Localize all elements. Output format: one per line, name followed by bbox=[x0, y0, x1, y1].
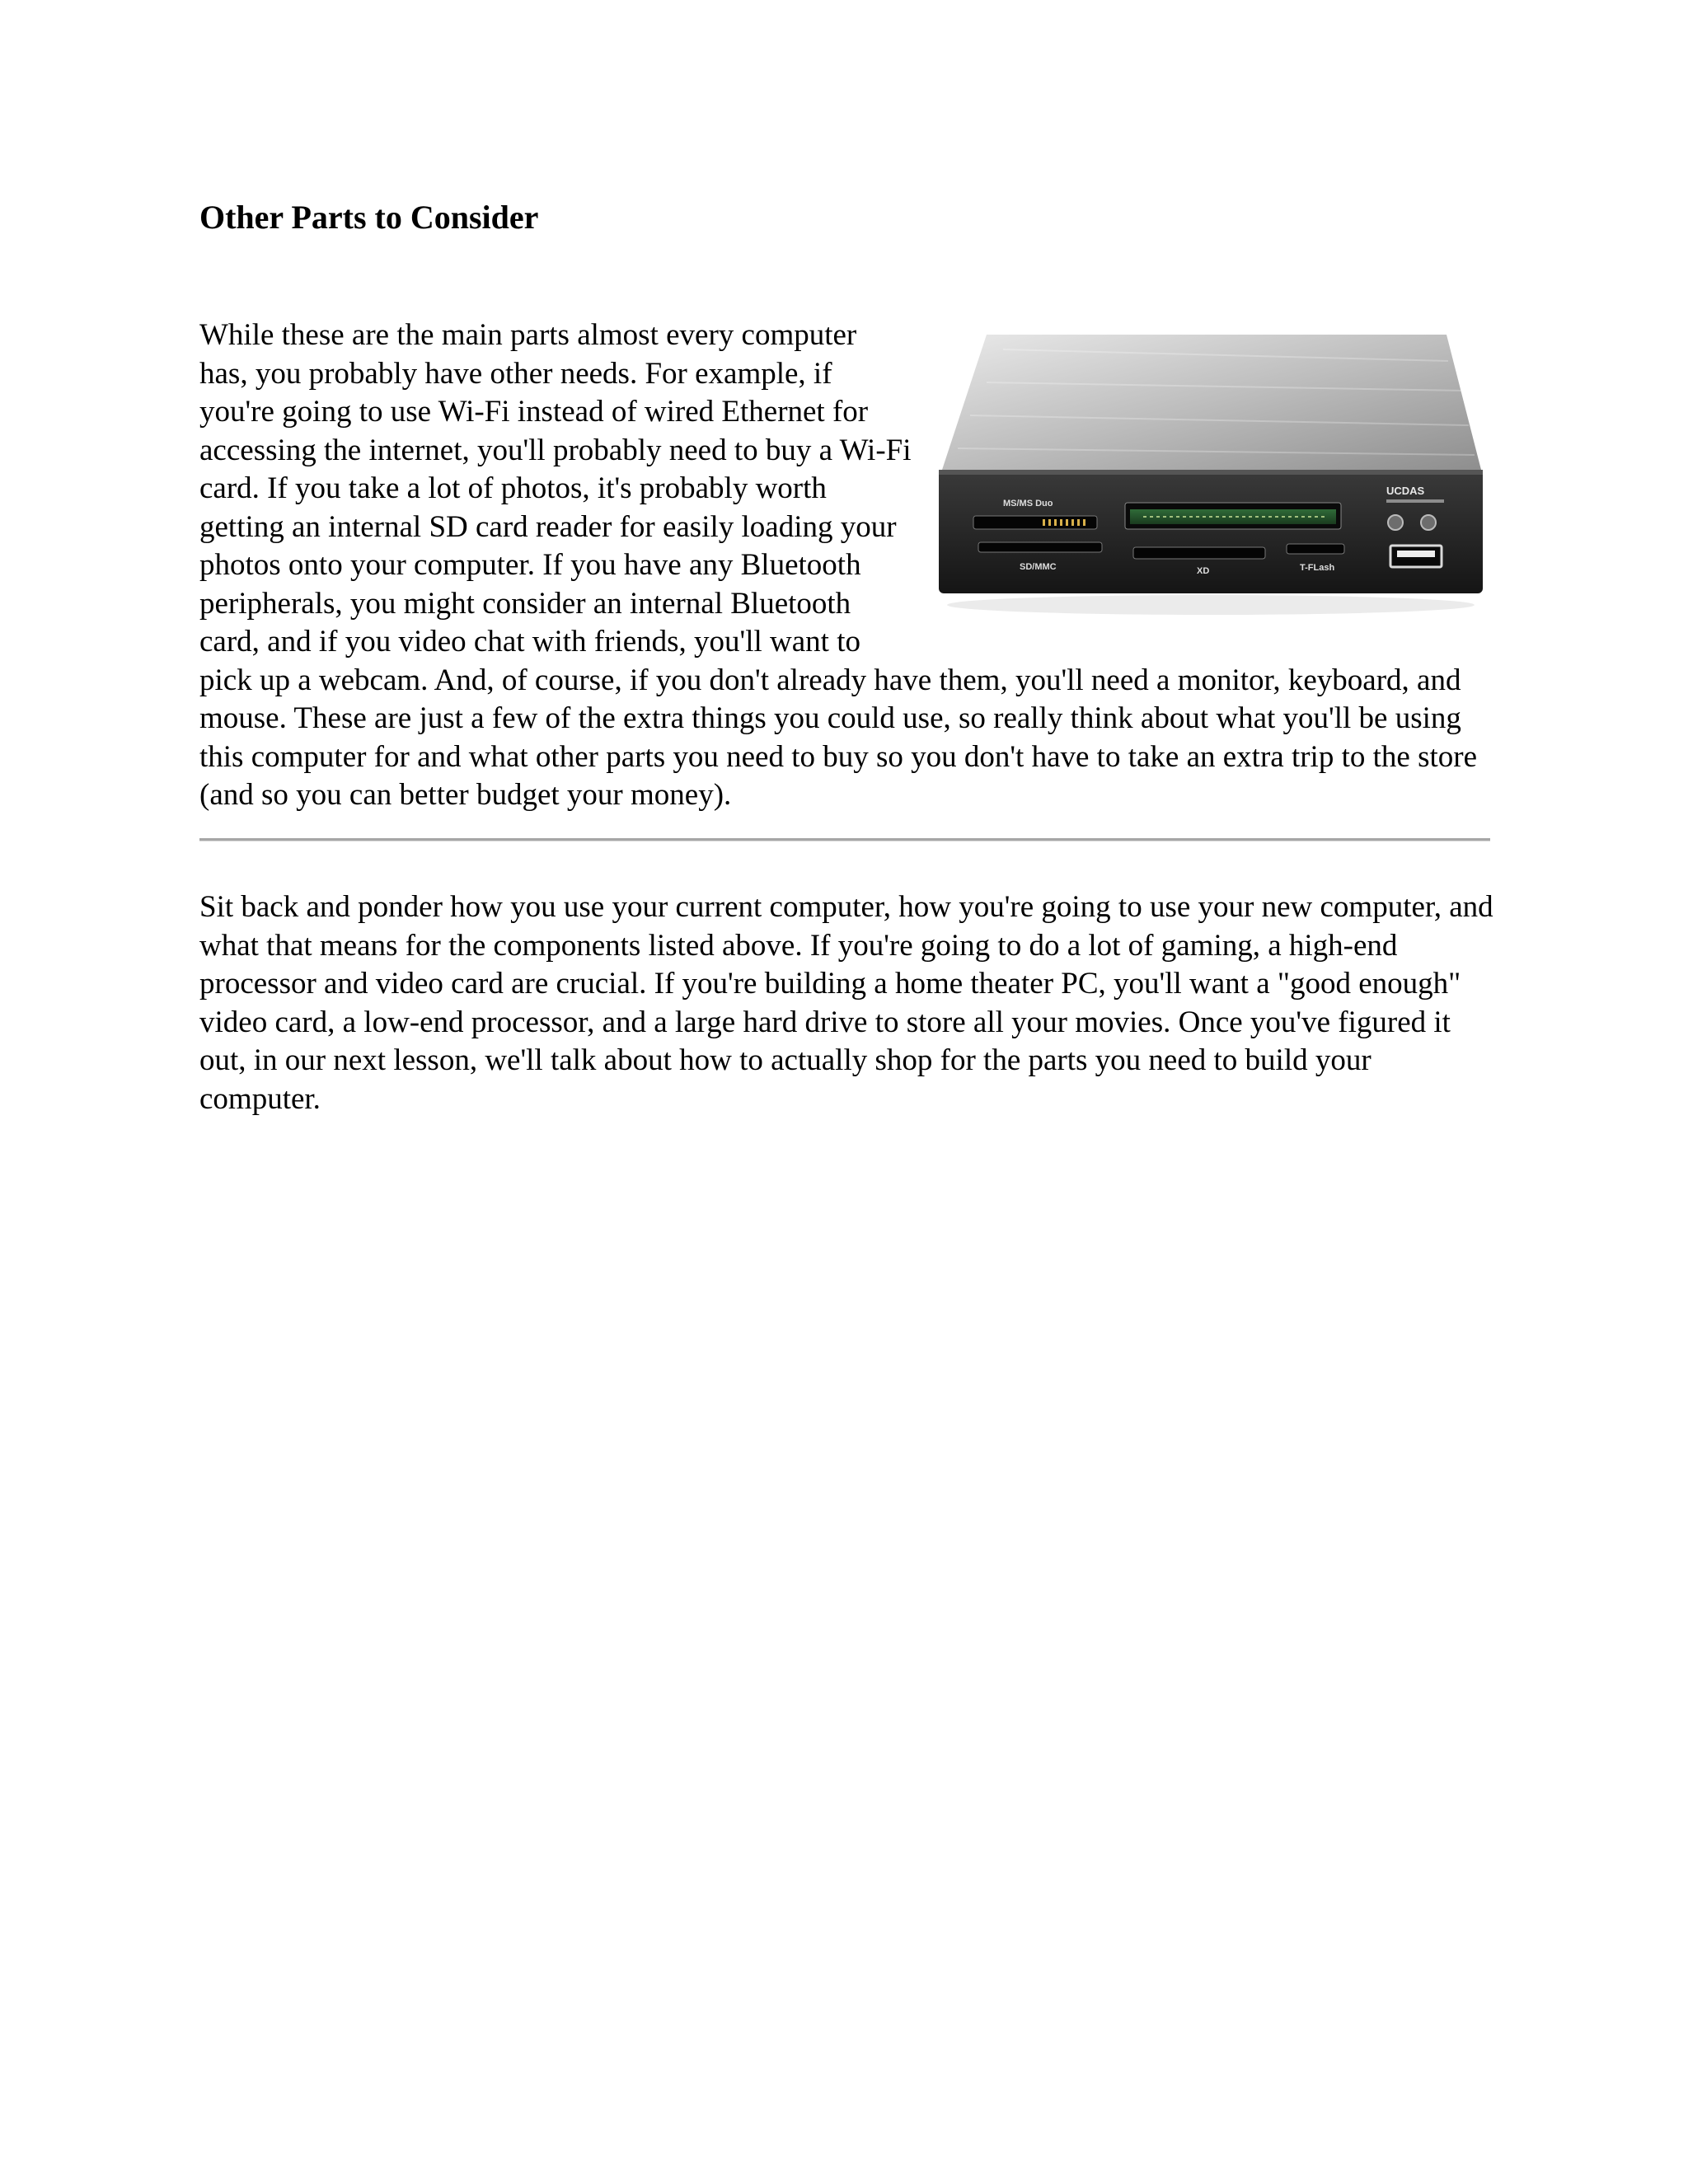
t-flash-label: T-FLash bbox=[1300, 563, 1335, 573]
xd-slot bbox=[1133, 547, 1265, 559]
paragraph-ponder: Sit back and ponder how you use your current computer, how you're going to use your new computer, and what that means for the components listed above. If you're going to do a lot of gaming, a high-end processor and video card are crucial. If you're building a home theater PC, you'll want a "good enough" video card, a low-end processor, and a large hard drive to store all your movies. Once you've figured it out, in our next lesson, we'll talk about how to actually shop for the parts you need to build your computer. bbox=[199, 890, 1493, 1116]
tflash-slot bbox=[1287, 544, 1344, 554]
sd-slot bbox=[978, 542, 1102, 552]
led-right-icon bbox=[1421, 515, 1436, 530]
horizontal-divider bbox=[199, 838, 1490, 841]
section-heading: Other Parts to Consider bbox=[199, 199, 539, 236]
brand-label: UCDAS bbox=[1386, 485, 1425, 497]
card-reader-image bbox=[937, 333, 1493, 624]
sd-mmc-label: SD/MMC bbox=[1020, 562, 1057, 572]
paragraph-1-text: While these are the main parts almost every computer has, you probably have other needs. For example, if you're going to use Wi-Fi instead of wired Ethernet for accessing the internet, you'll probably need to buy a Wi-Fi card. If you take a lot of photos, it's probably worth getting an internal SD card reader for easily loading your photos onto your computer. If you have any Bluetooth peripherals, you might consider an internal Bluetooth card, and if you video chat with friends, you'll want to pick up a webcam. And, of course, if you don't already have them, you'll need a monitor, keyboard, and mouse. These are just a few of the extra things you could use, so really think about what you'll be using this computer for and what other parts you need to buy so you don't have to take an extra trip to the store (and so you can better budget your money). bbox=[199, 318, 1477, 812]
xd-label: XD bbox=[1197, 566, 1210, 576]
paragraph-other-parts bbox=[199, 316, 1493, 815]
led-left-icon bbox=[1388, 515, 1403, 530]
ms-duo-label: MS/MS Duo bbox=[1003, 499, 1053, 509]
